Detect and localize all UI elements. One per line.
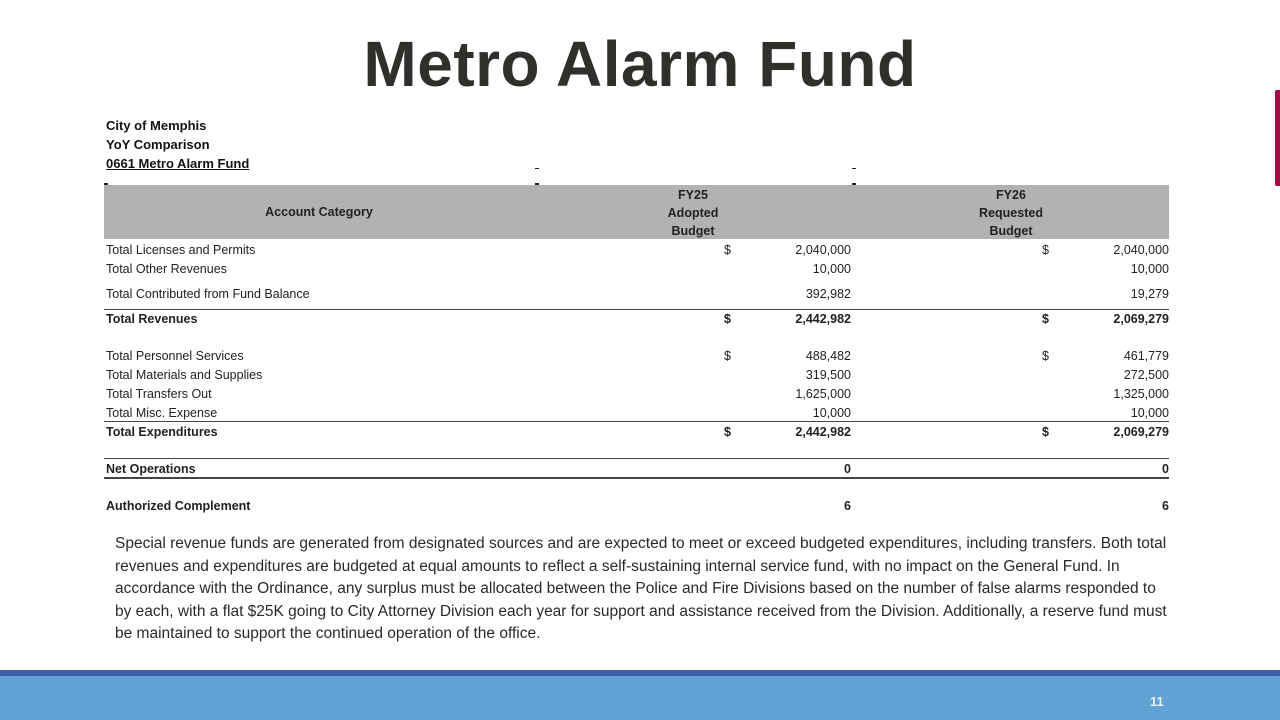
fy25-value: 10,000 bbox=[812, 406, 851, 420]
row-label: Net Operations bbox=[106, 462, 196, 476]
org-name: City of Memphis bbox=[106, 118, 207, 133]
header-fy26-line: FY26 bbox=[996, 188, 1026, 202]
fund-name: 0661 Metro Alarm Fund bbox=[106, 156, 250, 171]
row-label: Total Misc. Expense bbox=[106, 406, 218, 420]
table-row bbox=[104, 347, 1169, 366]
explanation-paragraph: Special revenue funds are generated from designated sources and are expected to meet or exceed budgeted expenditures, including transfers. Both total revenues and expenditures are budgeted at equal amounts to reflect a self-sustaining internal service fund, with no impact on the General Fund. In accordance with the Ordinance, any surplus must be allocated between the Police and Fire Divisions based on the number of false alarms responded to by each, with a flat $25K going to City Attorney Division each year for support and assistance received from the Division. Additionally, a reserve fund must be maintained to support the continued operation of the office. bbox=[115, 535, 1167, 643]
report-header bbox=[106, 116, 249, 173]
row-label: Total Materials and Supplies bbox=[106, 368, 263, 382]
table-row bbox=[104, 260, 1169, 279]
header-account-category: Account Category bbox=[265, 205, 373, 219]
header-fy26-line: Budget bbox=[989, 224, 1033, 238]
table-row bbox=[104, 423, 1169, 442]
row-label: Total Revenues bbox=[106, 312, 198, 326]
header-fy25-line: FY25 bbox=[678, 188, 708, 202]
fy26-value: 19,279 bbox=[1130, 287, 1169, 301]
fy26-value: 272,500 bbox=[1123, 368, 1169, 382]
currency-symbol: $ bbox=[724, 243, 731, 257]
table-row bbox=[104, 366, 1169, 385]
currency-symbol: $ bbox=[1042, 312, 1049, 326]
fy26-value: 2,069,279 bbox=[1113, 312, 1169, 326]
header-fy26-line: Requested bbox=[979, 206, 1043, 220]
header-fy25 bbox=[644, 186, 742, 240]
fy25-value: 488,482 bbox=[805, 349, 851, 363]
fy25-value: 10,000 bbox=[812, 262, 851, 276]
row-divider bbox=[104, 421, 1169, 422]
fy25-value: 1,625,000 bbox=[795, 387, 851, 401]
marker-tick bbox=[535, 168, 539, 169]
fy25-value: 319,500 bbox=[805, 368, 851, 382]
fy25-value: 0 bbox=[844, 462, 851, 476]
report-subtitle: YoY Comparison bbox=[106, 137, 210, 152]
page-number: 11 bbox=[1150, 694, 1164, 709]
budget-table bbox=[104, 185, 1169, 513]
table-header bbox=[104, 185, 1169, 239]
table-row bbox=[104, 285, 1169, 304]
table-row bbox=[104, 310, 1169, 329]
fy25-value: 2,040,000 bbox=[795, 243, 851, 257]
fy26-value: 2,040,000 bbox=[1113, 243, 1169, 257]
header-fy26 bbox=[962, 186, 1060, 240]
fy26-value: 10,000 bbox=[1130, 262, 1169, 276]
row-divider bbox=[104, 458, 1169, 459]
row-label: Total Transfers Out bbox=[106, 387, 212, 401]
slide-title: Metro Alarm Fund bbox=[363, 28, 917, 100]
fy26-value: 461,779 bbox=[1123, 349, 1169, 363]
row-label: Total Licenses and Permits bbox=[106, 243, 256, 257]
fy26-value: 10,000 bbox=[1130, 406, 1169, 420]
fy26-value: 6 bbox=[1162, 499, 1169, 513]
fy26-value: 2,069,279 bbox=[1113, 425, 1169, 439]
fy25-value: 392,982 bbox=[805, 287, 851, 301]
currency-symbol: $ bbox=[1042, 425, 1049, 439]
side-accent-bar bbox=[1275, 90, 1280, 186]
fy25-value: 2,442,982 bbox=[795, 425, 851, 439]
row-divider bbox=[104, 309, 1169, 310]
fy25-value: 6 bbox=[844, 499, 851, 513]
fy25-value: 2,442,982 bbox=[795, 312, 851, 326]
currency-symbol: $ bbox=[1042, 243, 1049, 257]
currency-symbol: $ bbox=[724, 312, 731, 326]
header-fy25-line: Budget bbox=[671, 224, 715, 238]
currency-symbol: $ bbox=[724, 425, 731, 439]
marker-tick bbox=[852, 168, 856, 169]
currency-symbol: $ bbox=[724, 349, 731, 363]
fy26-value: 0 bbox=[1162, 462, 1169, 476]
row-label: Total Personnel Services bbox=[106, 349, 244, 363]
row-divider bbox=[104, 477, 1169, 479]
row-label: Total Expenditures bbox=[106, 425, 218, 439]
row-label: Total Contributed from Fund Balance bbox=[106, 287, 310, 301]
footer-bar bbox=[0, 676, 1280, 720]
currency-symbol: $ bbox=[1042, 349, 1049, 363]
header-fy25-line: Adopted bbox=[667, 206, 719, 220]
table-row bbox=[104, 241, 1169, 260]
row-label: Total Other Revenues bbox=[106, 262, 227, 276]
row-label: Authorized Complement bbox=[106, 499, 251, 513]
table-row bbox=[104, 385, 1169, 404]
table-row bbox=[104, 497, 1169, 516]
fy26-value: 1,325,000 bbox=[1113, 387, 1169, 401]
